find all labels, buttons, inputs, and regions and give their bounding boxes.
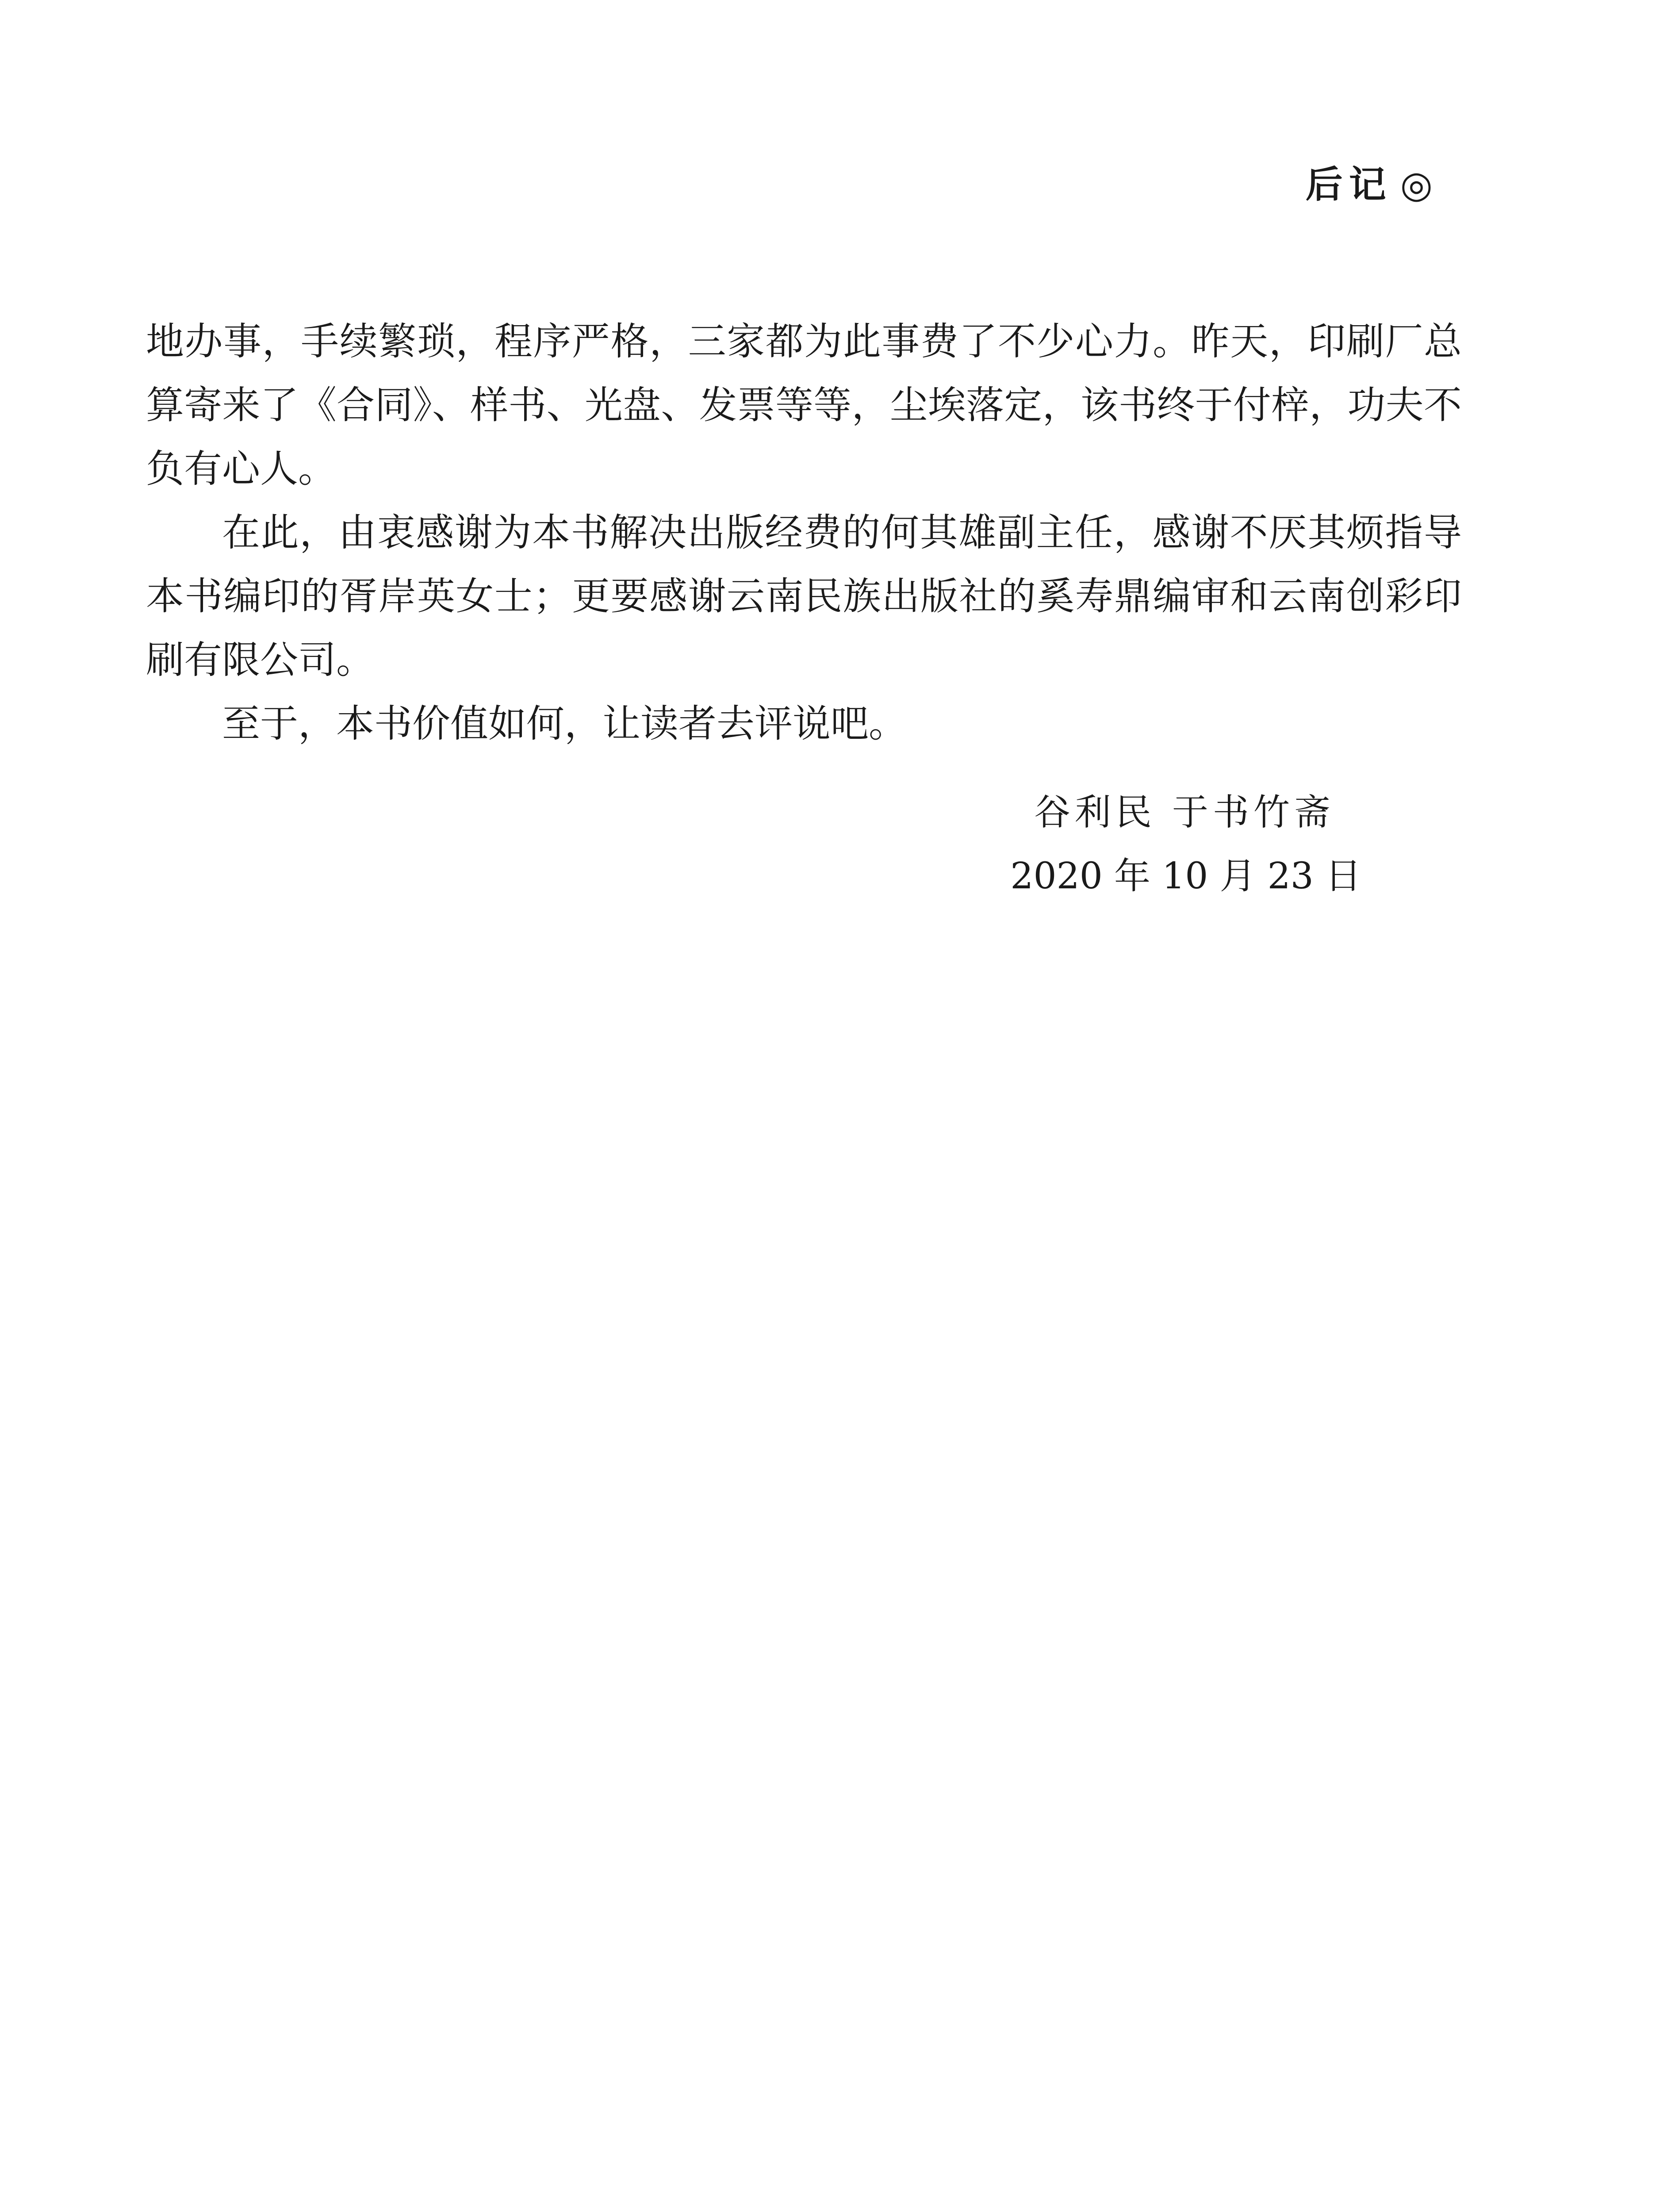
running-head-marker-icon: ◎ — [1400, 163, 1439, 206]
signature-block — [1010, 781, 1361, 908]
signature-date: 2020 年 10 月 23 日 — [1010, 855, 1361, 897]
signature-author: 谷利民 于书竹斋 — [1034, 791, 1335, 833]
paragraph-closing: 至于，本书价值如何，让读者去评说吧。 — [222, 702, 907, 746]
running-head — [1305, 163, 1439, 206]
paragraph-acknowledgements: 在此，由衷感谢为本书解决出版经费的何其雄副主任，感谢不厌其烦指导本书编印的胥岸英女士；更要感谢云南民族出版社的奚寿鼎编审和云南创彩印刷有限公司。 — [146, 511, 1462, 682]
body-text — [146, 310, 1462, 756]
running-head-title: 后记 — [1305, 163, 1392, 206]
paragraph-continued: 地办事，手续繁琐，程序严格，三家都为此事费了不少心力。昨天，印刷厂总算寄来了《合同》、样书、光盘、发票等等，尘埃落定，该书终于付梓，功夫不负有心人。 — [146, 319, 1462, 491]
